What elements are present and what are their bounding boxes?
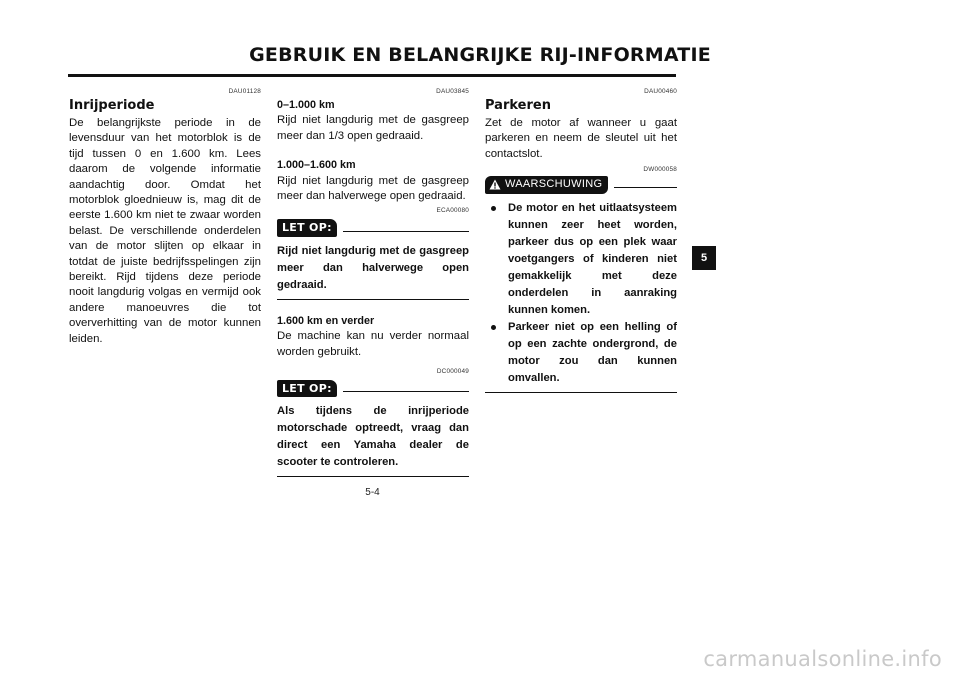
watermark: carmanualsonline.info <box>703 647 942 671</box>
warning-item <box>485 200 677 319</box>
notice-code: ECA00080 <box>436 207 469 215</box>
warning-header <box>485 176 677 193</box>
bullet-icon <box>491 325 496 330</box>
warning-list <box>485 200 677 387</box>
section-heading: Inrijperiode <box>69 98 155 113</box>
warning-item-text: De motor en het uitlaatsysteem kunnen zeer heet worden, parkeer dus op een plek waar voetgangers of kinderen niet gemakkelijk met deze onderdelen in aanraking kunnen komen. <box>508 201 677 316</box>
subheading-1000-1600: 1.000–1.600 km <box>277 159 356 172</box>
notice-rule <box>343 231 469 232</box>
subheading-0-1000: 0–1.000 km <box>277 99 335 111</box>
notice-code: DC000049 <box>436 368 469 376</box>
notice-header <box>277 380 469 397</box>
section-code: DAU01128 <box>228 88 261 95</box>
warning-item-text: Parkeer niet op een helling of op een zachte ondergrond, de motor zou dan kunnen omvallen. <box>508 320 677 384</box>
bullet-icon <box>491 206 496 211</box>
page-title: GEBRUIK EN BELANGRIJKE RIJ-INFORMATIE <box>249 44 711 66</box>
notice-label: LET OP: <box>277 219 337 236</box>
subheading-1600-plus: 1.600 km en verder <box>277 314 375 327</box>
section-heading: Parkeren <box>485 98 551 113</box>
warning-label <box>485 176 608 193</box>
text-1000-1600: Rijd niet langdurig met de gasgreep meer dan halverwege open gedraaid. <box>277 174 469 203</box>
section-text: Zet de motor af wanneer u gaat parkeren en neem de sleutel uit het contactslot. <box>485 117 677 160</box>
text-0-1000: Rijd niet langdurig met de gasgreep meer dan 1/3 open gedraaid. <box>277 114 469 142</box>
notice-label: LET OP: <box>277 380 337 397</box>
section-text: De belangrijkste periode in de levensduur van het motorblok is de tijd tussen 0 en 1.600 km. Lees daarom de volgende informatie aandachtig door. Omdat het motorblok gloednieuw is, mag dit de eerste 1.600 km niet te zwaar worden belast. De verschillende onderdelen van de motor slijten op elkaar in totdat de juiste bedrijfsspelingen zijn bereikt. Rijd tijdens deze periode nooit langdurig volgas en vermijd ook andere manoeuvres die tot oververhitting van de motor kunnen leiden. <box>69 117 261 345</box>
header-divider <box>68 74 676 77</box>
section-code: DAU03845 <box>436 88 469 95</box>
notice-text: Als tijdens de inrijperiode motorschade optreedt, vraag dan direct een Yamaha dealer de scooter te controleren. <box>277 403 469 477</box>
warning-item <box>485 319 677 387</box>
column-parkeren <box>485 88 677 393</box>
column-inrijperiode <box>69 88 261 347</box>
page-number: 5-4 <box>365 487 380 498</box>
warning-triangle-icon <box>489 179 501 190</box>
warning-label-text: WAARSCHUWING <box>505 178 603 191</box>
text-1600-plus: De machine kan nu verder normaal worden gebruikt. <box>277 330 469 358</box>
warning-body <box>485 200 677 393</box>
warning-code: DW000058 <box>643 166 677 174</box>
section-code: DAU00460 <box>644 88 677 95</box>
column-inrij-schema <box>277 88 469 477</box>
warning-rule <box>614 187 677 188</box>
notice-header <box>277 219 469 236</box>
notice-text: Rijd niet langdurig met de gasgreep meer dan halverwege open gedraaid. <box>277 243 469 300</box>
chapter-tab: 5 <box>692 246 716 270</box>
notice-rule <box>343 391 469 392</box>
